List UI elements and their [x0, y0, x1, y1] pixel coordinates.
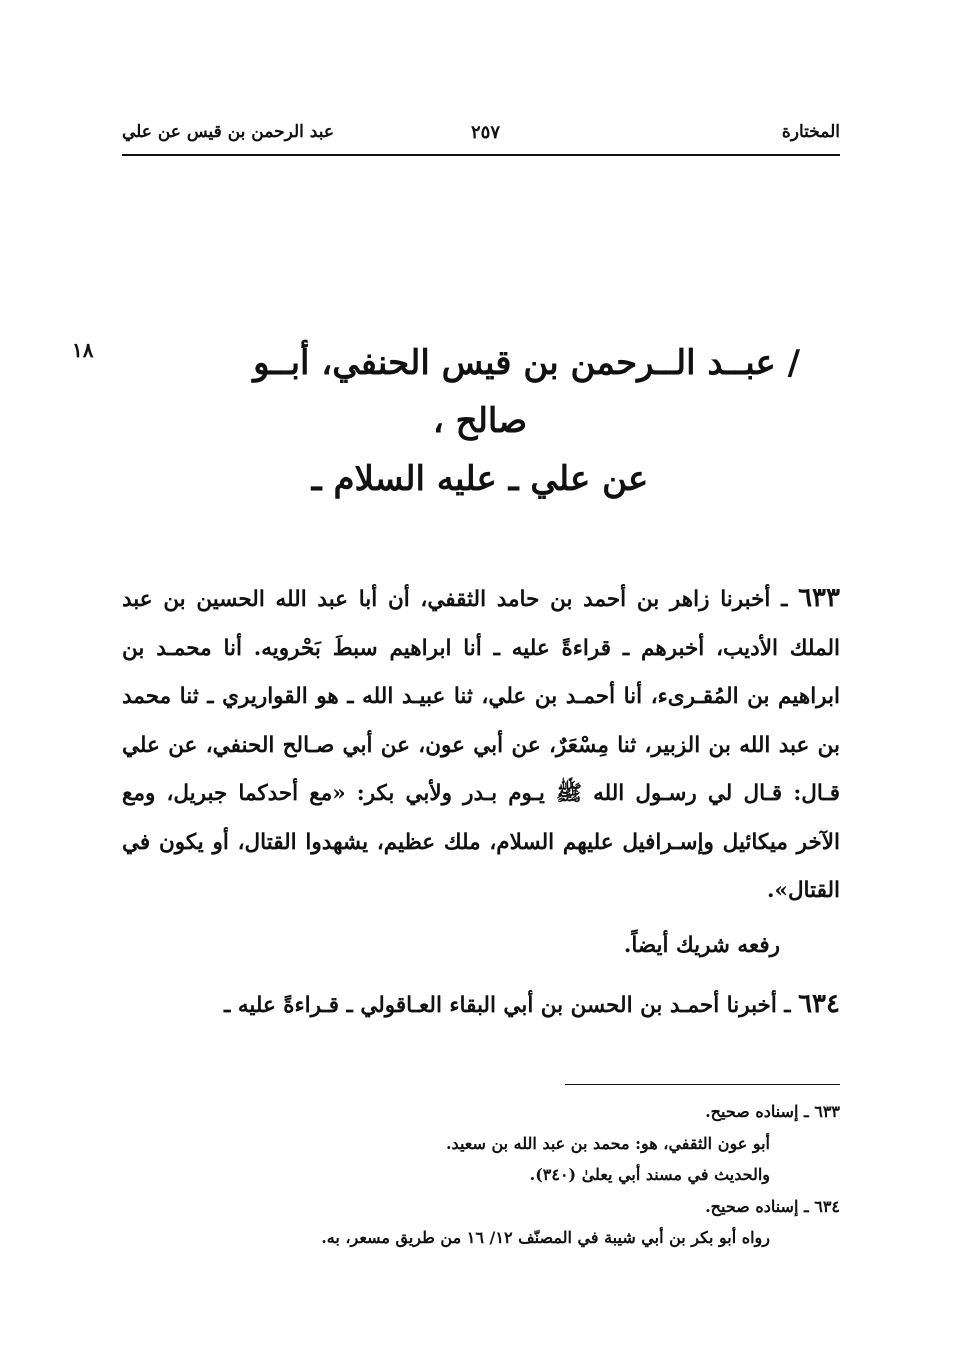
chapter-title-line-2: صالح ،	[432, 401, 528, 441]
chapter-title-line-1: / عبــد الــرحمن بن قيس الحنفي، أبــو	[253, 343, 800, 383]
header-divider	[122, 154, 840, 156]
entry-number: ٦٣٣	[798, 583, 840, 613]
entry-number: ٦٣٤	[798, 989, 840, 1019]
entry-note: رفعه شريك أيضاً.	[623, 932, 780, 958]
page-number: ٢٥٧	[470, 122, 500, 143]
hadith-entry-634	[122, 980, 840, 1031]
footnote-divider	[565, 1084, 840, 1085]
chapter-title-line-3: عن علي ـ عليه السلام ـ	[311, 459, 649, 499]
footnotes	[122, 1096, 840, 1254]
entry-text: ـ أخبرنا زاهر بن أحمد بن حامد الثقفي، أن أبا عبد الله الحسين بن عبد الملك الأديب، أخبرهم ـ قراءةً عليه ـ أنا ابراهيم سبطَ بَحْرويه. أنا محمـد بن ابراهيم بن المُقـرىء، أنا أحمـد بن علي، ثنا عبيـد الله ـ هو القواريري ـ ثنا محمد بن عبد الله بن الزبير، ثنا مِسْعَرٌ، عن أبي عون، عن أبي صـالح الحنفي، عن علي قـال: قـال لي رسـول الله ﷺ يـوم بـدر ولأبي بكر: «مع أحدكما جبريل، ومع الآخر ميكائيل وإسـرافيل عليهم السلام، ملك عظيم، يشهدوا القتال، أو يكون في القتال».	[122, 587, 840, 903]
footnote-line: ٦٣٤ ـ إسناده صحيح.	[705, 1196, 840, 1216]
chapter-running-title: عبد الرحمن بن قيس عن علي	[122, 122, 334, 142]
footnote-line: والحديث في مسند أبي يعلىٰ (٣٤٠).	[529, 1165, 770, 1184]
footnote-line: رواه أبو بكر بن أبي شيبة في المصنّف ١٢/ ١٦ من طريق مسعر، به.	[321, 1228, 770, 1247]
chapter-title	[160, 334, 800, 508]
footnote-line: أبو عون الثقفي، هو: محمد بن عبد الله بن سعيد.	[445, 1133, 770, 1153]
entry-text: ـ أخبرنا أحمـد بن الحسن بن أبي البقاء العـاقولي ـ قـراءةً عليه ـ	[224, 993, 799, 1018]
margin-reference: ١٨	[72, 338, 94, 362]
footnote-line: ٦٣٣ ـ إسناده صحيح.	[705, 1102, 840, 1121]
book-title: المختارة	[781, 122, 840, 142]
main-text	[122, 574, 840, 1031]
running-header	[122, 118, 840, 158]
hadith-entry-633	[122, 574, 840, 916]
